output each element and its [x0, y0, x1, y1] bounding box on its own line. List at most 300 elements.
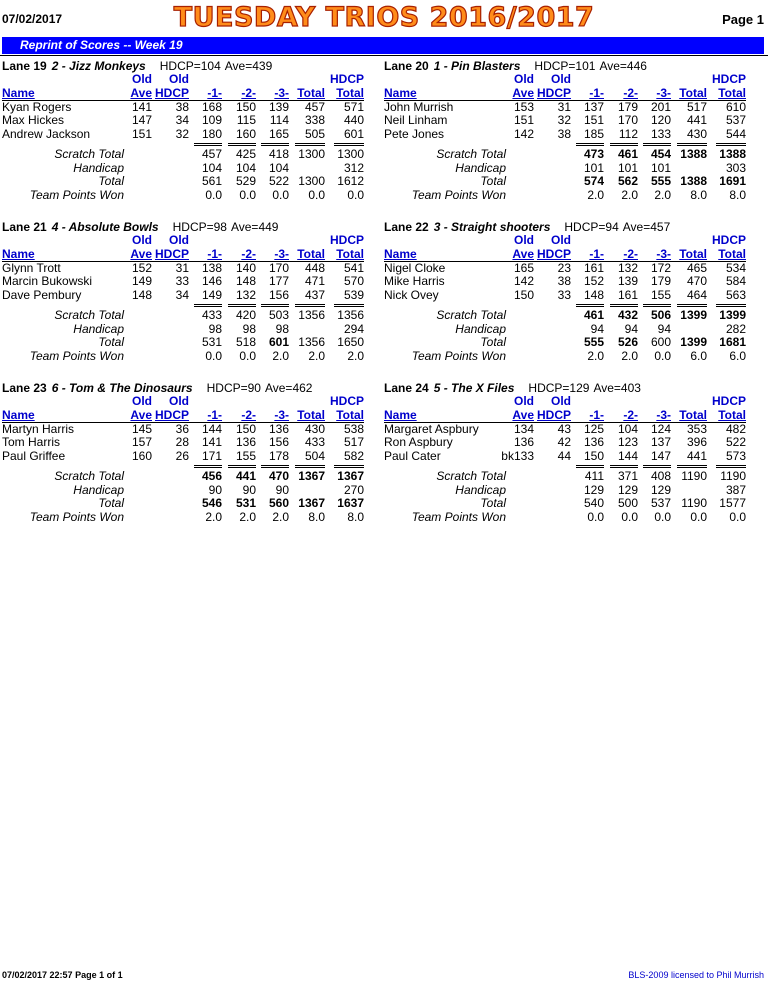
summary-scratch-total: 1190 [681, 469, 707, 483]
game2-header: -2- [623, 247, 638, 261]
player-ave: 148 [131, 287, 152, 302]
summary-points-g2: 2.0 [621, 187, 638, 202]
summary-scratch-g3: 506 [650, 308, 671, 322]
summary-label-points: Team Points Won [411, 187, 506, 202]
summary-handicap-g2: 90 [242, 482, 256, 497]
summary-handicap-g3: 98 [275, 321, 289, 336]
summary-points-g1: 2.0 [587, 187, 604, 202]
player-g3: 120 [650, 113, 671, 128]
player-g3: 114 [269, 113, 289, 128]
player-name: Pete Jones [384, 126, 445, 141]
game2-header: -2- [241, 408, 256, 422]
player-htotal: 582 [343, 448, 364, 463]
player-total: 505 [304, 126, 325, 141]
summary-points-htotal: 0.0 [347, 187, 364, 202]
hdcp-header: HDCP [154, 86, 189, 100]
game2-header: -2- [623, 86, 638, 100]
summary-scratch-total: 1367 [298, 469, 325, 483]
team-handicap: HDCP=90 [206, 381, 261, 395]
summary-total-g1: 574 [583, 174, 604, 188]
team-average: Ave=457 [622, 220, 671, 234]
summary-label-total: Total [480, 335, 506, 349]
player-total: 396 [686, 435, 707, 450]
summary-total-htotal: 1691 [719, 174, 746, 188]
old-hdcp-header-top: Old [169, 72, 189, 86]
summary-scratch-g1: 457 [201, 147, 222, 161]
summary-points-g2: 2.0 [239, 509, 256, 524]
summary-points-htotal: 8.0 [729, 187, 746, 202]
team-average: Ave=446 [599, 59, 647, 73]
player-ave: 142 [513, 274, 534, 289]
old-hdcp-header-top: Old [169, 233, 189, 247]
player-htotal: 571 [343, 100, 364, 114]
player-g3: 177 [268, 274, 289, 289]
player-g3: 156 [268, 435, 289, 450]
summary-points-g3: 0.0 [654, 509, 671, 524]
summary-points-g2: 0.0 [621, 509, 638, 524]
footer-license: BLS-2009 licensed to Phil Murrish [628, 970, 764, 980]
lane-block [2, 59, 382, 219]
lane-block [2, 381, 382, 541]
summary-handicap-g1: 98 [208, 321, 222, 336]
player-g2: 132 [235, 287, 256, 302]
summary-points-total: 0.0 [690, 509, 707, 524]
player-g2: 170 [617, 113, 638, 128]
summary-total-g3: 555 [650, 174, 671, 188]
summary-handicap-htotal: 282 [725, 321, 746, 336]
player-g2: 150 [235, 100, 256, 114]
player-g2: 161 [617, 287, 638, 302]
player-hdcp: 28 [175, 435, 189, 450]
old-ave-header-top: Old [132, 233, 152, 247]
summary-total-g3: 560 [268, 496, 289, 510]
hdcp-total-header-top: HDCP [711, 233, 746, 247]
summary-label-handicap: Handicap [73, 321, 124, 336]
summary-scratch-htotal: 1300 [337, 147, 364, 161]
player-g2: 150 [235, 422, 256, 436]
player-g1: 144 [201, 422, 222, 436]
player-g3: 165 [268, 126, 289, 141]
double-rule [643, 465, 671, 468]
summary-points-htotal: 8.0 [347, 509, 364, 524]
team-average: Ave=462 [264, 381, 313, 395]
summary-total-g1: 561 [201, 174, 222, 188]
summary-total-g2: 529 [235, 174, 256, 188]
total-header: Total [297, 408, 325, 422]
player-g2: 148 [235, 274, 256, 289]
summary-points-g2: 0.0 [239, 187, 256, 202]
summary-label-handicap: Handicap [455, 321, 506, 336]
summary-points-total: 0.0 [308, 187, 325, 202]
player-total: 448 [304, 261, 325, 275]
summary-scratch-g1: 473 [583, 147, 604, 161]
summary-label-points: Team Points Won [411, 509, 506, 524]
summary-total-g1: 540 [583, 496, 604, 510]
player-total: 433 [304, 435, 325, 450]
summary-scratch-g2: 425 [235, 147, 256, 161]
summary-total-htotal: 1681 [719, 335, 746, 349]
ave-header: Ave [130, 86, 152, 100]
player-g3: 136 [268, 422, 289, 436]
lane-number: Lane 19 [2, 59, 47, 73]
player-ave: bk133 [501, 448, 534, 463]
summary-total-g3: 522 [268, 174, 289, 188]
player-htotal: 482 [725, 422, 746, 436]
player-g1: 149 [201, 287, 222, 302]
lane-block [384, 220, 764, 380]
player-name: Max Hickes [2, 113, 65, 128]
player-name: Andrew Jackson [2, 126, 91, 141]
player-g1: 109 [201, 113, 222, 128]
player-total: 441 [686, 113, 707, 128]
player-htotal: 440 [343, 113, 364, 128]
lane-heading [384, 220, 670, 234]
player-g3: 179 [650, 274, 671, 289]
summary-label-scratch: Scratch Total [54, 147, 124, 161]
summary-label-handicap: Handicap [73, 482, 124, 497]
game3-header: -3- [656, 408, 671, 422]
player-g3: 137 [650, 435, 671, 450]
player-total: 504 [304, 448, 325, 463]
old-ave-header-top: Old [514, 394, 534, 408]
old-ave-header-top: Old [132, 394, 152, 408]
summary-handicap-g1: 94 [590, 321, 604, 336]
player-g1: 168 [201, 100, 222, 114]
summary-points-g3: 2.0 [272, 348, 289, 363]
player-total: 437 [304, 287, 325, 302]
lane-heading [2, 220, 278, 234]
player-htotal: 563 [725, 287, 746, 302]
hdcp-header: HDCP [154, 247, 189, 261]
double-rule [228, 304, 256, 307]
player-ave: 152 [131, 261, 152, 275]
double-rule [610, 465, 638, 468]
summary-scratch-g3: 470 [268, 469, 289, 483]
player-g2: 115 [236, 113, 256, 128]
summary-points-g1: 2.0 [205, 509, 222, 524]
summary-points-g1: 0.0 [205, 348, 222, 363]
page-number: Page 1 [722, 12, 764, 27]
ave-header: Ave [130, 408, 152, 422]
hdcp-total-header: Total [718, 408, 746, 422]
player-total: 338 [304, 113, 325, 128]
name-header: Name [2, 86, 35, 100]
game2-header: -2- [241, 86, 256, 100]
summary-label-total: Total [480, 496, 506, 510]
name-header: Name [384, 86, 417, 100]
player-g1: 180 [201, 126, 222, 141]
summary-total-g2: 526 [617, 335, 638, 349]
lane-heading [384, 381, 641, 395]
summary-scratch-g3: 408 [650, 469, 671, 483]
name-header: Name [2, 247, 35, 261]
player-g1: 141 [201, 435, 222, 450]
summary-handicap-g3: 94 [657, 321, 671, 336]
summary-scratch-htotal: 1399 [719, 308, 746, 322]
summary-points-g2: 2.0 [621, 348, 638, 363]
player-hdcp: 31 [175, 261, 189, 275]
hdcp-header: HDCP [536, 408, 571, 422]
summary-label-handicap: Handicap [455, 482, 506, 497]
summary-total-g2: 518 [235, 335, 256, 349]
player-ave: 165 [513, 261, 534, 275]
player-ave: 151 [131, 126, 152, 141]
summary-total-total: 1367 [298, 496, 325, 510]
double-rule [576, 465, 604, 468]
player-g1: 125 [583, 422, 604, 436]
summary-total-g1: 531 [201, 335, 222, 349]
double-rule [334, 465, 364, 468]
footer-timestamp: 07/02/2017 22:57 Page 1 of 1 [2, 970, 123, 980]
player-total: 457 [304, 100, 325, 114]
summary-scratch-g2: 441 [235, 469, 256, 483]
double-rule [677, 143, 707, 146]
player-total: 430 [686, 126, 707, 141]
double-rule [228, 465, 256, 468]
summary-scratch-g1: 461 [583, 308, 604, 322]
player-hdcp: 38 [557, 274, 571, 289]
hdcp-header: HDCP [536, 86, 571, 100]
player-hdcp: 34 [175, 113, 189, 128]
reprint-banner: Reprint of Scores -- Week 19 [2, 37, 764, 54]
summary-handicap-htotal: 303 [725, 160, 746, 175]
player-hdcp: 26 [175, 448, 189, 463]
player-htotal: 544 [725, 126, 746, 141]
hdcp-total-header: Total [336, 86, 364, 100]
hdcp-total-header: Total [336, 408, 364, 422]
team-handicap: HDCP=98 [172, 220, 227, 234]
game3-header: -3- [274, 408, 289, 422]
player-hdcp: 33 [175, 274, 189, 289]
player-name: Nigel Cloke [384, 261, 446, 275]
summary-total-g1: 546 [201, 496, 222, 510]
summary-total-g3: 600 [650, 335, 671, 349]
summary-scratch-g1: 433 [201, 308, 222, 322]
double-rule [643, 143, 671, 146]
team-handicap: HDCP=129 [528, 381, 590, 395]
player-total: 470 [686, 274, 707, 289]
player-g3: 178 [268, 448, 289, 463]
double-rule [334, 304, 364, 307]
summary-label-total: Total [98, 335, 124, 349]
player-htotal: 584 [725, 274, 746, 289]
summary-label-handicap: Handicap [73, 160, 124, 175]
player-g3: 172 [650, 261, 671, 275]
summary-scratch-g1: 456 [201, 469, 222, 483]
player-g2: 179 [617, 100, 638, 114]
player-g2: 136 [235, 435, 256, 450]
report-date: 07/02/2017 [2, 12, 63, 26]
summary-points-g3: 2.0 [654, 187, 671, 202]
summary-scratch-g3: 418 [268, 147, 289, 161]
game3-header: -3- [656, 247, 671, 261]
player-g1: 171 [201, 448, 222, 463]
player-hdcp: 44 [557, 448, 571, 463]
old-hdcp-header-top: Old [169, 394, 189, 408]
player-name: Nick Ovey [384, 287, 439, 302]
player-hdcp: 34 [175, 287, 189, 302]
game3-header: -3- [274, 247, 289, 261]
player-htotal: 538 [343, 422, 364, 436]
double-rule [261, 465, 289, 468]
team-handicap: HDCP=94 [564, 220, 619, 234]
old-ave-header-top: Old [514, 233, 534, 247]
summary-label-points: Team Points Won [29, 348, 124, 363]
summary-label-total: Total [98, 174, 124, 188]
player-total: 471 [304, 274, 325, 289]
summary-handicap-g2: 104 [235, 160, 256, 175]
player-hdcp: 33 [557, 287, 571, 302]
player-hdcp: 38 [557, 126, 571, 141]
old-ave-header-top: Old [514, 72, 534, 86]
team-average: Ave=439 [224, 59, 273, 73]
summary-label-scratch: Scratch Total [436, 308, 506, 322]
summary-points-g3: 0.0 [272, 187, 289, 202]
summary-handicap-htotal: 312 [343, 160, 364, 175]
summary-total-total: 1399 [680, 335, 707, 349]
double-rule [228, 143, 256, 146]
team-handicap: HDCP=101 [534, 59, 596, 73]
summary-total-g3: 601 [268, 335, 289, 349]
name-header: Name [2, 408, 35, 422]
summary-scratch-total: 1300 [298, 147, 325, 161]
game1-header: -1- [589, 408, 604, 422]
summary-points-g1: 0.0 [587, 509, 604, 524]
player-total: 353 [686, 422, 707, 436]
summary-handicap-g1: 101 [583, 160, 604, 175]
hdcp-total-header: Total [718, 247, 746, 261]
player-name: Paul Griffee [2, 448, 66, 463]
lane-number: Lane 23 [2, 381, 47, 395]
double-rule [677, 465, 707, 468]
game3-header: -3- [656, 86, 671, 100]
summary-total-htotal: 1612 [337, 174, 364, 188]
player-htotal: 534 [725, 261, 746, 275]
player-g1: 151 [583, 113, 604, 128]
summary-scratch-g1: 411 [584, 469, 604, 483]
player-g1: 185 [583, 126, 604, 141]
player-htotal: 537 [725, 113, 746, 128]
summary-total-htotal: 1637 [337, 496, 364, 510]
summary-total-g2: 500 [617, 496, 638, 510]
summary-handicap-g1: 129 [583, 482, 604, 497]
player-g2: 144 [617, 448, 638, 463]
player-hdcp: 31 [557, 100, 571, 114]
summary-label-points: Team Points Won [29, 509, 124, 524]
game2-header: -2- [623, 408, 638, 422]
hdcp-total-header-top: HDCP [711, 394, 746, 408]
summary-points-g3: 0.0 [654, 348, 671, 363]
summary-scratch-htotal: 1388 [719, 147, 746, 161]
team-name: 6 - Tom & The Dinosaurs [51, 381, 193, 395]
player-g2: 104 [617, 422, 638, 436]
summary-scratch-total: 1356 [298, 308, 325, 322]
player-ave: 160 [131, 448, 152, 463]
summary-total-htotal: 1650 [337, 335, 364, 349]
summary-scratch-g2: 432 [617, 308, 638, 322]
double-rule [334, 143, 364, 146]
player-total: 464 [686, 287, 707, 302]
summary-points-htotal: 0.0 [729, 509, 746, 524]
banner-rule [0, 55, 768, 56]
total-header: Total [679, 86, 707, 100]
summary-handicap-g3: 104 [268, 160, 289, 175]
summary-points-total: 2.0 [308, 348, 325, 363]
hdcp-header: HDCP [154, 408, 189, 422]
player-g2: 123 [617, 435, 638, 450]
double-rule [194, 143, 222, 146]
player-hdcp: 23 [557, 261, 571, 275]
double-rule [716, 304, 746, 307]
lane-block [384, 381, 764, 541]
summary-points-total: 8.0 [690, 187, 707, 202]
summary-total-htotal: 1577 [719, 496, 746, 510]
summary-total-g3: 537 [650, 496, 671, 510]
summary-label-scratch: Scratch Total [436, 469, 506, 483]
player-g3: 155 [650, 287, 671, 302]
hdcp-total-header-top: HDCP [329, 233, 364, 247]
player-g2: 132 [617, 261, 638, 275]
summary-label-total: Total [480, 174, 506, 188]
player-htotal: 570 [343, 274, 364, 289]
summary-label-handicap: Handicap [455, 160, 506, 175]
team-handicap: HDCP=104 [159, 59, 221, 73]
team-name: 3 - Straight shooters [433, 220, 551, 234]
player-g1: 137 [583, 100, 604, 114]
player-hdcp: 36 [175, 422, 189, 436]
player-g2: 112 [618, 126, 638, 141]
player-ave: 147 [131, 113, 152, 128]
game1-header: -1- [207, 408, 222, 422]
player-g1: 152 [583, 274, 604, 289]
double-rule [576, 304, 604, 307]
old-hdcp-header-top: Old [551, 394, 571, 408]
player-hdcp: 38 [175, 100, 189, 114]
player-hdcp: 32 [557, 113, 571, 128]
player-htotal: 610 [725, 100, 746, 114]
summary-label-scratch: Scratch Total [436, 147, 506, 161]
summary-total-total: 1388 [680, 174, 707, 188]
lane-block [384, 59, 764, 219]
old-hdcp-header-top: Old [551, 233, 571, 247]
player-ave: 150 [513, 287, 534, 302]
lane-number: Lane 21 [2, 220, 47, 234]
hdcp-total-header-top: HDCP [329, 72, 364, 86]
ave-header: Ave [512, 408, 534, 422]
lane-heading [2, 381, 312, 395]
summary-scratch-g3: 454 [650, 147, 671, 161]
player-g3: 156 [268, 287, 289, 302]
summary-scratch-g2: 420 [235, 308, 256, 322]
lane-block [2, 220, 382, 380]
summary-points-total: 6.0 [690, 348, 707, 363]
double-rule [194, 304, 222, 307]
summary-handicap-g2: 94 [624, 321, 638, 336]
player-g3: 201 [650, 100, 671, 114]
summary-scratch-total: 1388 [680, 147, 707, 161]
team-name: 2 - Jizz Monkeys [51, 59, 146, 73]
player-ave: 141 [131, 100, 152, 114]
double-rule [610, 304, 638, 307]
summary-label-scratch: Scratch Total [54, 469, 124, 483]
game1-header: -1- [589, 86, 604, 100]
player-name: Margaret Aspbury [384, 422, 479, 436]
summary-handicap-htotal: 387 [725, 482, 746, 497]
team-average: Ave=403 [593, 381, 641, 395]
player-g3: 124 [650, 422, 671, 436]
summary-scratch-g2: 371 [617, 469, 638, 483]
player-g1: 161 [583, 261, 604, 275]
